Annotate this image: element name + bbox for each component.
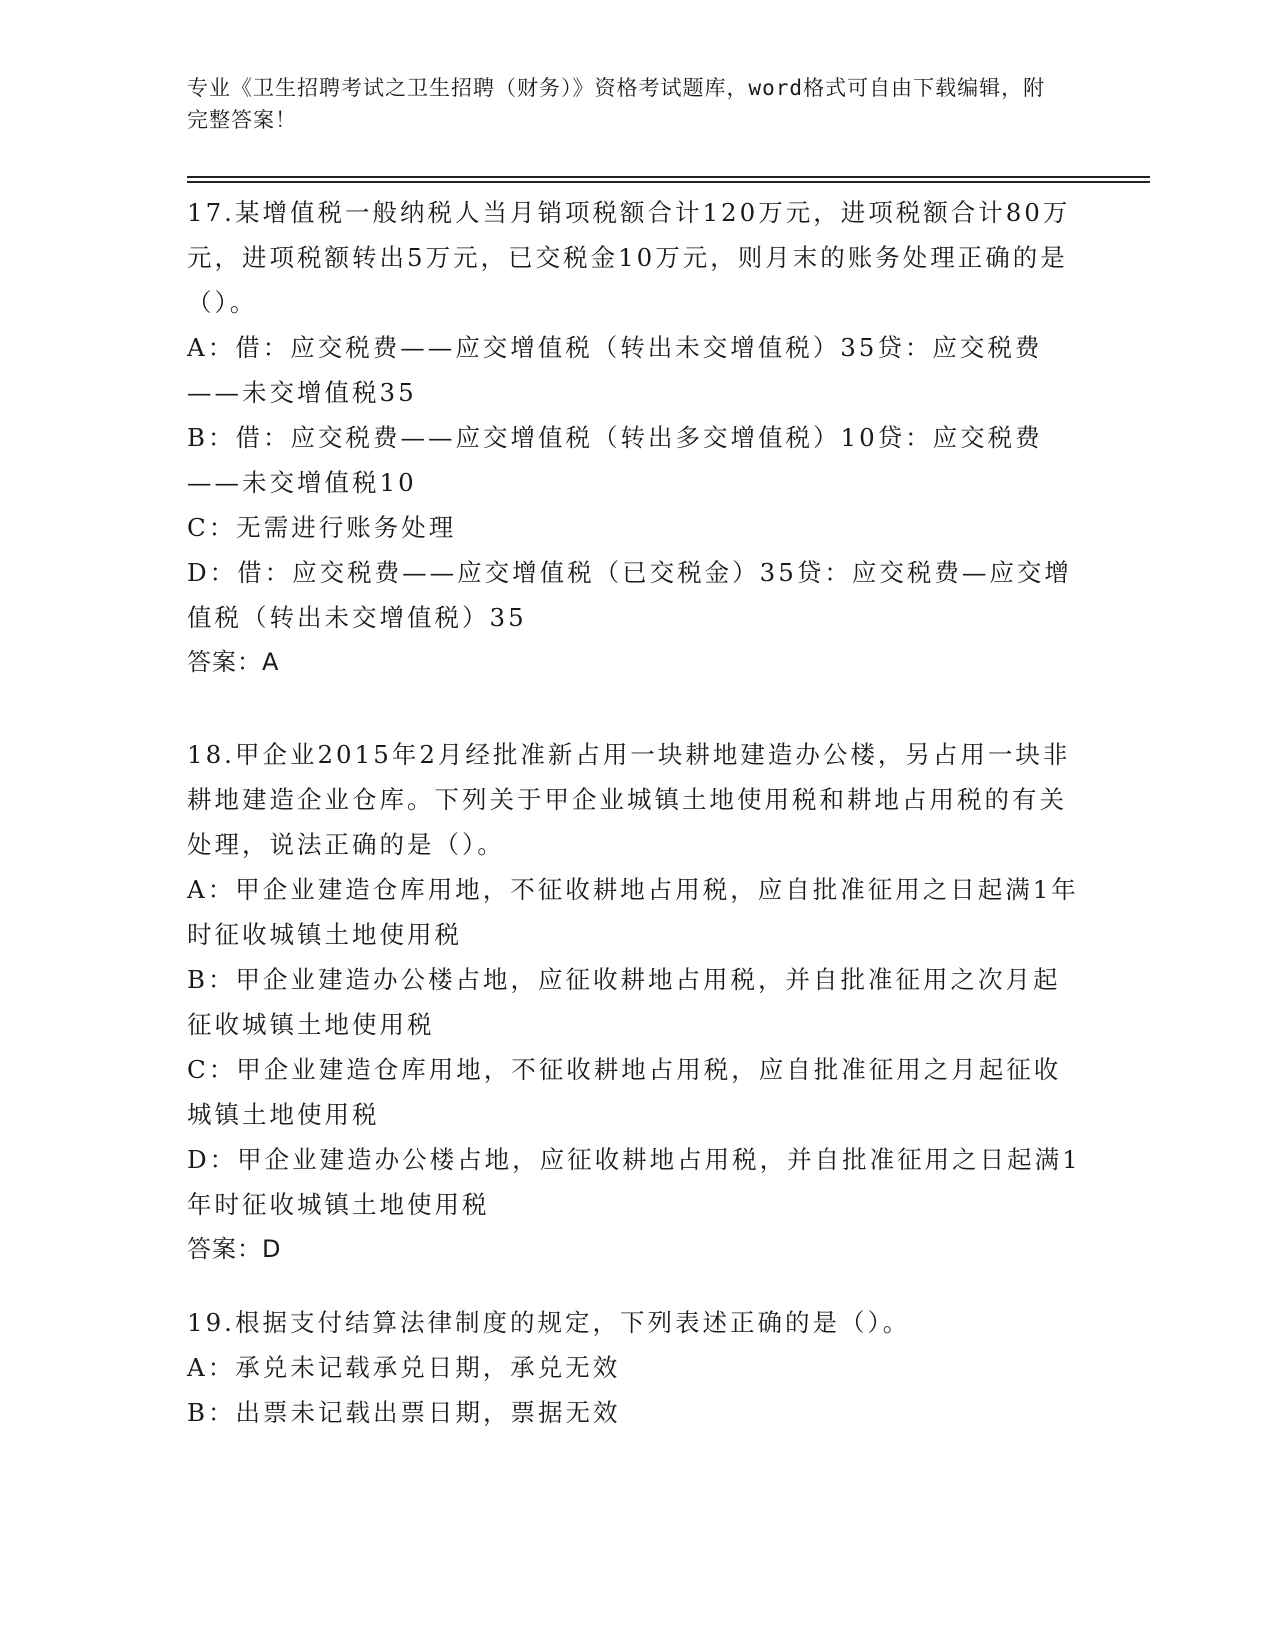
option-c: C：无需进行账务处理: [187, 513, 457, 542]
question-19: [187, 1300, 1087, 1435]
option-a: A：承兑未记载承兑日期，承兑无效: [187, 1353, 621, 1382]
answer-line: 答案：D: [187, 1235, 282, 1263]
question-stem: 19.根据支付结算法律制度的规定，下列表述正确的是（）。: [187, 1308, 911, 1337]
option-d: D：甲企业建造办公楼占地，应征收耕地占用税，并自批准征用之日起满1年时征收城镇土地使用税: [187, 1145, 1081, 1219]
answer-line: 答案：A: [187, 648, 280, 676]
option-b: B：甲企业建造办公楼占地，应征收耕地占用税，并自批准征用之次月起征收城镇土地使用税: [187, 965, 1061, 1039]
option-a: A：甲企业建造仓库用地，不征收耕地占用税，应自批准征用之日起满1年时征收城镇土地使用税: [187, 875, 1079, 949]
option-b: B：借：应交税费——应交增值税（转出多交增值税）10贷：应交税费——未交增值税10: [187, 423, 1043, 497]
document-header: 专业《卫生招聘考试之卫生招聘（财务）》资格考试题库，word格式可自由下载编辑，附完整答案！: [187, 76, 1046, 132]
option-d: D：借：应交税费——应交增值税（已交税金）35贷：应交税费—应交增值税（转出未交增值税）35: [187, 558, 1072, 632]
header-divider-bottom: [187, 181, 1150, 183]
option-b: B：出票未记载出票日期，票据无效: [187, 1398, 621, 1427]
question-stem: 17.某增值税一般纳税人当月销项税额合计120万元，进项税额合计80万元，进项税额转出5万元，已交税金10万元，则月末的账务处理正确的是（）。: [187, 198, 1071, 317]
option-a: A：借：应交税费——应交增值税（转出未交增值税）35贷：应交税费——未交增值税35: [187, 333, 1043, 407]
question-stem: 18.甲企业2015年2月经批准新占用一块耕地建造办公楼，另占用一块非耕地建造企业仓库。下列关于甲企业城镇土地使用税和耕地占用税的有关处理，说法正确的是（）。: [187, 740, 1071, 859]
question-17: [187, 190, 1087, 685]
question-18: [187, 732, 1087, 1272]
header-divider-top: [187, 176, 1150, 178]
option-c: C：甲企业建造仓库用地，不征收耕地占用税，应自批准征用之月起征收城镇土地使用税: [187, 1055, 1062, 1129]
